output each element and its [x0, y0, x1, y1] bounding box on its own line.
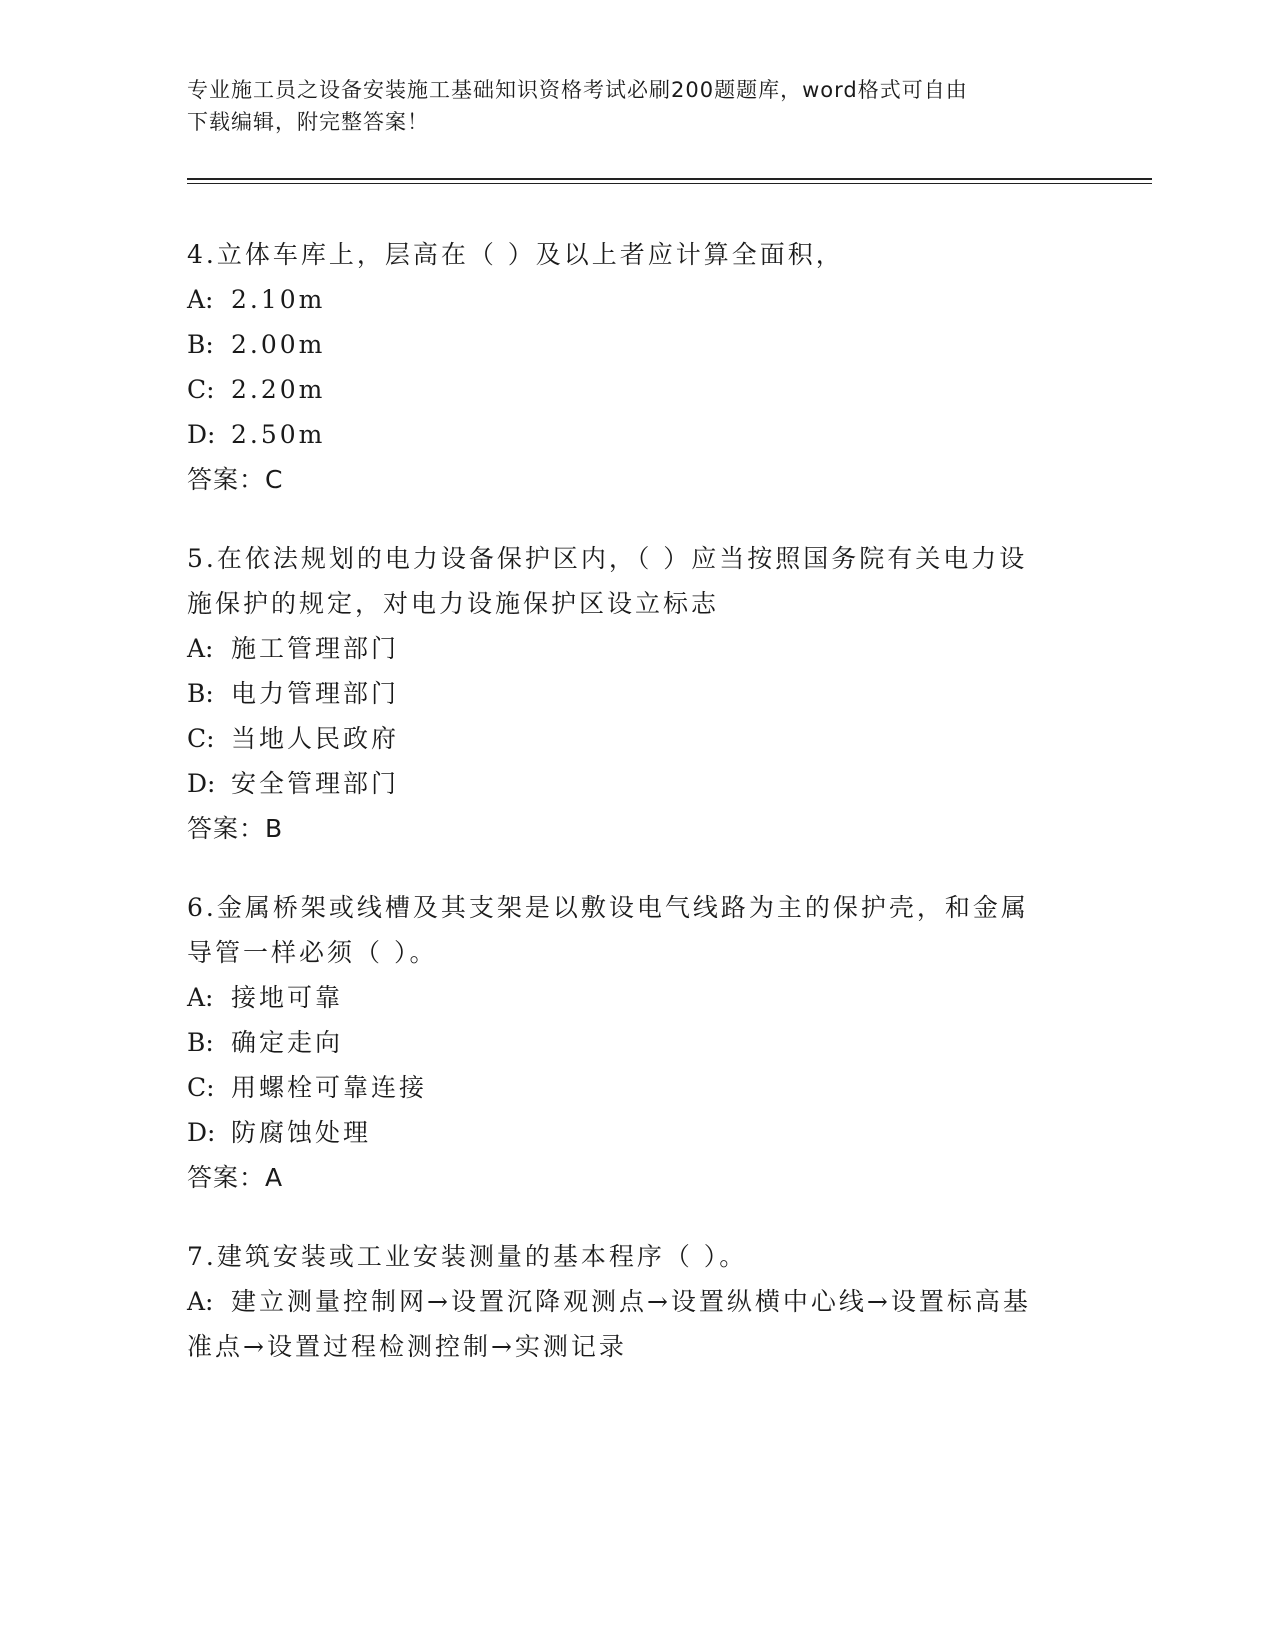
- option-text: 用螺栓可靠连接: [231, 1073, 428, 1102]
- option-key: D:: [187, 420, 216, 449]
- option-b: [187, 322, 1087, 367]
- option-text: 当地人民政府: [231, 724, 400, 753]
- option-d: [187, 761, 1087, 806]
- answer-line: 答案：C: [187, 465, 284, 494]
- option-text: 电力管理部门: [231, 679, 400, 708]
- header-divider-thick: [187, 178, 1152, 180]
- question-list: [187, 232, 1087, 1403]
- question-stem: 5.在依法规划的电力设备保护区内，（ ）应当按照国务院有关电力设: [187, 544, 1028, 573]
- option-key: C:: [187, 724, 215, 753]
- question-stem: 4.立体车库上，层高在（ ）及以上者应计算全面积，: [187, 240, 844, 269]
- option-text: 2.20m: [231, 375, 326, 404]
- option-key: A:: [187, 285, 214, 314]
- option-text: 防腐蚀处理: [231, 1118, 372, 1147]
- option-key: D:: [187, 769, 216, 798]
- question-stem-continued: 施保护的规定，对电力设施保护区设立标志: [187, 589, 720, 618]
- option-b: [187, 1020, 1087, 1065]
- option-key: B:: [187, 330, 214, 359]
- option-a-continued: 准点→设置过程检测控制→实测记录: [187, 1332, 627, 1361]
- option-key: B:: [187, 1028, 214, 1057]
- option-key: C:: [187, 1073, 215, 1102]
- option-c: [187, 367, 1087, 412]
- option-text: 2.00m: [231, 330, 326, 359]
- option-key: D:: [187, 1118, 216, 1147]
- question-stem: 6.金属桥架或线槽及其支架是以敷设电气线路为主的保护壳，和金属: [187, 893, 1029, 922]
- option-d: [187, 412, 1087, 457]
- option-key: B:: [187, 679, 214, 708]
- question-6: [187, 885, 1087, 1200]
- option-text: 接地可靠: [231, 983, 344, 1012]
- option-key: A:: [187, 634, 214, 663]
- question-4: [187, 232, 1087, 502]
- question-stem-continued: 导管一样必须（ ）。: [187, 938, 438, 967]
- option-text: 2.50m: [231, 420, 326, 449]
- option-key: C:: [187, 375, 215, 404]
- option-c: [187, 1065, 1087, 1110]
- question-5: [187, 536, 1087, 851]
- document-header: [187, 74, 1067, 138]
- option-key: A:: [187, 983, 214, 1012]
- option-a: [187, 277, 1087, 322]
- option-text: 安全管理部门: [231, 769, 400, 798]
- option-a: [187, 1279, 1087, 1324]
- option-b: [187, 671, 1087, 716]
- option-key: A:: [187, 1287, 214, 1316]
- option-text: 确定走向: [231, 1028, 344, 1057]
- option-a: [187, 975, 1087, 1020]
- option-text: 建立测量控制网→设置沉降观测点→设置纵横中心线→设置标高基: [231, 1287, 1031, 1316]
- question-stem: 7.建筑安装或工业安装测量的基本程序（ ）。: [187, 1242, 748, 1271]
- question-7: [187, 1234, 1087, 1369]
- header-line-2: 下载编辑，附完整答案！: [187, 110, 429, 134]
- option-c: [187, 716, 1087, 761]
- option-d: [187, 1110, 1087, 1155]
- option-text: 2.10m: [231, 285, 326, 314]
- answer-line: 答案：B: [187, 814, 284, 843]
- answer-line: 答案：A: [187, 1163, 284, 1192]
- option-text: 施工管理部门: [231, 634, 400, 663]
- header-divider-thin: [187, 183, 1152, 184]
- option-a: [187, 626, 1087, 671]
- header-line-1: 专业施工员之设备安装施工基础知识资格考试必刷200题题库，word格式可自由: [187, 78, 968, 102]
